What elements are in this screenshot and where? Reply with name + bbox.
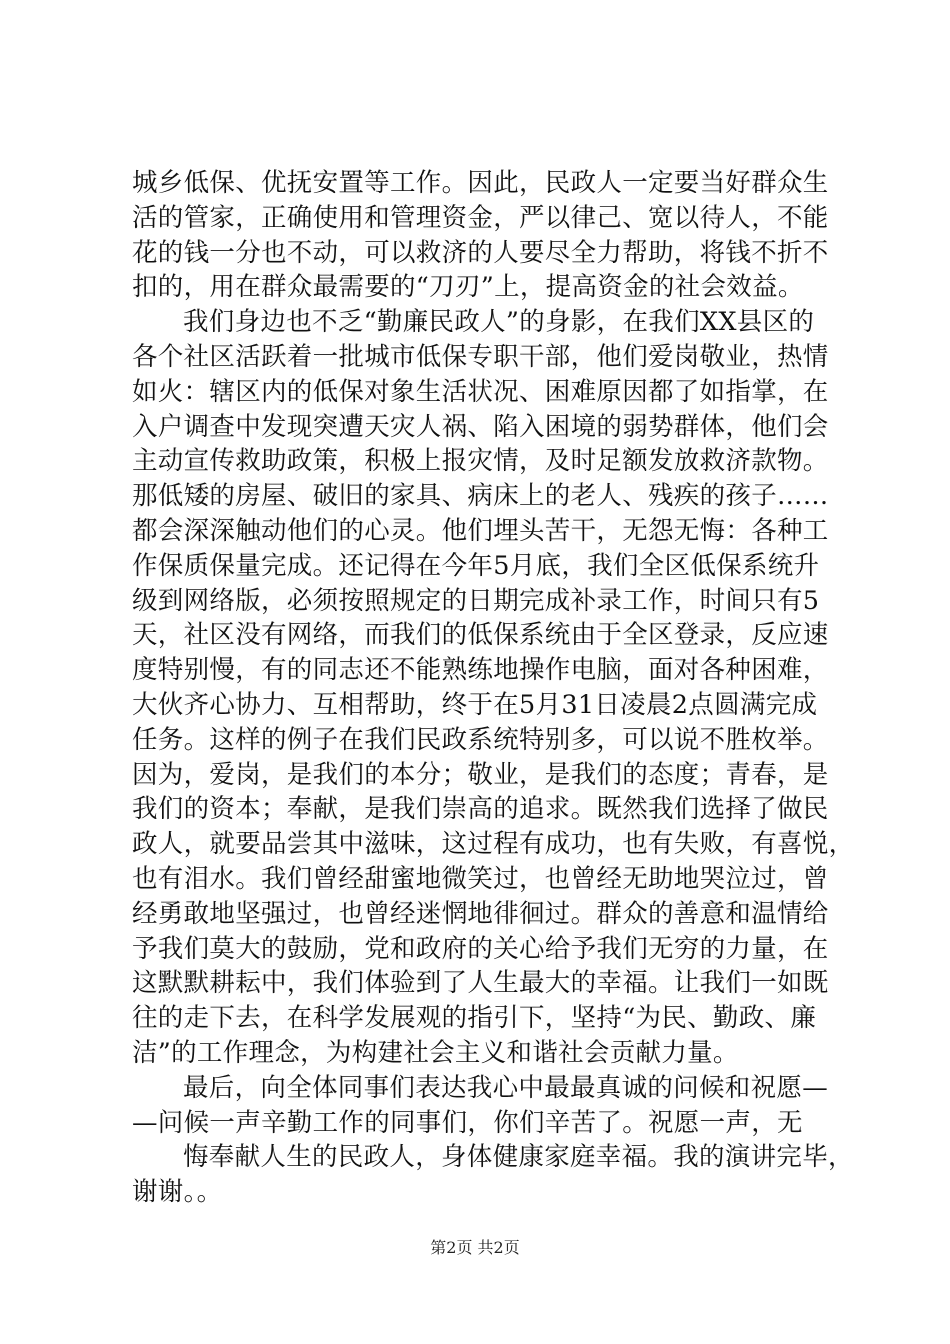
text-line: 作保质保量完成。还记得在今年5月底，我们全区低保系统升 — [132, 550, 820, 581]
text-line: 最后，向全体同事们表达我心中最最真诚的问候和祝愿— — [183, 1072, 829, 1103]
text-line: 度特别慢，有的同志还不能熟练地操作电脑，面对各种困难， — [132, 655, 829, 686]
text-line: 花的钱一分也不动，可以救济的人要尽全力帮助，将钱不折不 — [132, 237, 829, 268]
text-line: 城乡低保、优抚安置等工作。因此，民政人一定要当好群众生 — [132, 168, 829, 198]
text-line: 各个社区活跃着一批城市低保专职干部，他们爱岗敬业，热情 — [132, 341, 829, 372]
text-line: 天，社区没有网络，而我们的低保系统由于全区登录，反应速 — [132, 620, 829, 651]
page-number-footer: 第2页 共2页 — [430, 1238, 520, 1257]
text-line: 往的走下去，在科学发展观的指引下，坚持“为民、勤政、廉 — [132, 1003, 817, 1034]
text-line: 那低矮的房屋、破旧的家具、病床上的老人、残疾的孩子…… — [132, 481, 829, 512]
text-line: 都会深深触动他们的心灵。他们埋头苦干，无怨无悔：各种工 — [132, 515, 829, 546]
text-line: 大伙齐心协力、互相帮助，终于在5月31日凌晨2点圆满完成 — [132, 689, 818, 720]
text-line: 主动宣传救助政策，积极上报灾情，及时足额发放救济款物。 — [132, 446, 829, 477]
text-line: 级到网络版，必须按照规定的日期完成补录工作，时间只有5 — [132, 585, 820, 616]
text-line: 入户调查中发现突遭天灾人祸、陷入困境的弱势群体，他们会 — [132, 411, 829, 442]
text-line: 因为，爱岗，是我们的本分；敬业，是我们的态度；青春，是 — [132, 759, 829, 790]
speech-body — [132, 166, 855, 1210]
text-line: 政人，就要品尝其中滋味，这过程有成功，也有失败，有喜悦， — [132, 829, 855, 860]
text-line: 予我们莫大的鼓励，党和政府的关心给予我们无穷的力量，在 — [132, 933, 829, 964]
text-line: 经勇敢地坚强过，也曾经迷惘地徘徊过。群众的善意和温情给 — [132, 898, 829, 929]
text-line: 扣的，用在群众最需要的“刀刃”上，提高资金的社会效益。 — [132, 272, 804, 303]
text-line: 活的管家，正确使用和管理资金，严以律己、宽以待人，不能 — [132, 202, 829, 233]
text-line: 洁”的工作理念，为构建社会主义和谐社会贡献力量。 — [132, 1037, 739, 1068]
text-line: 也有泪水。我们曾经甜蜜地微笑过，也曾经无助地哭泣过，曾 — [132, 863, 829, 894]
text-line: 如火：辖区内的低保对象生活状况、困难原因都了如指掌，在 — [132, 376, 829, 407]
text-line: 这默默耕耘中，我们体验到了人生最大的幸福。让我们一如既 — [132, 968, 829, 999]
text-line: —问候一声辛勤工作的同事们，你们辛苦了。祝愿一声，无 — [132, 1107, 803, 1138]
text-line: 我们身边也不乏“勤廉民政人”的身影，在我们XX县区的 — [183, 307, 815, 338]
text-line: 悔奉献人生的民政人，身体健康家庭幸福。我的演讲完毕， — [183, 1142, 854, 1173]
text-line: 我们的资本；奉献，是我们崇高的追求。既然我们选择了做民 — [132, 794, 829, 825]
text-line: 谢谢。。 — [132, 1177, 223, 1208]
text-line: 任务。这样的例子在我们民政系统特别多，可以说不胜枚举。 — [132, 724, 829, 755]
